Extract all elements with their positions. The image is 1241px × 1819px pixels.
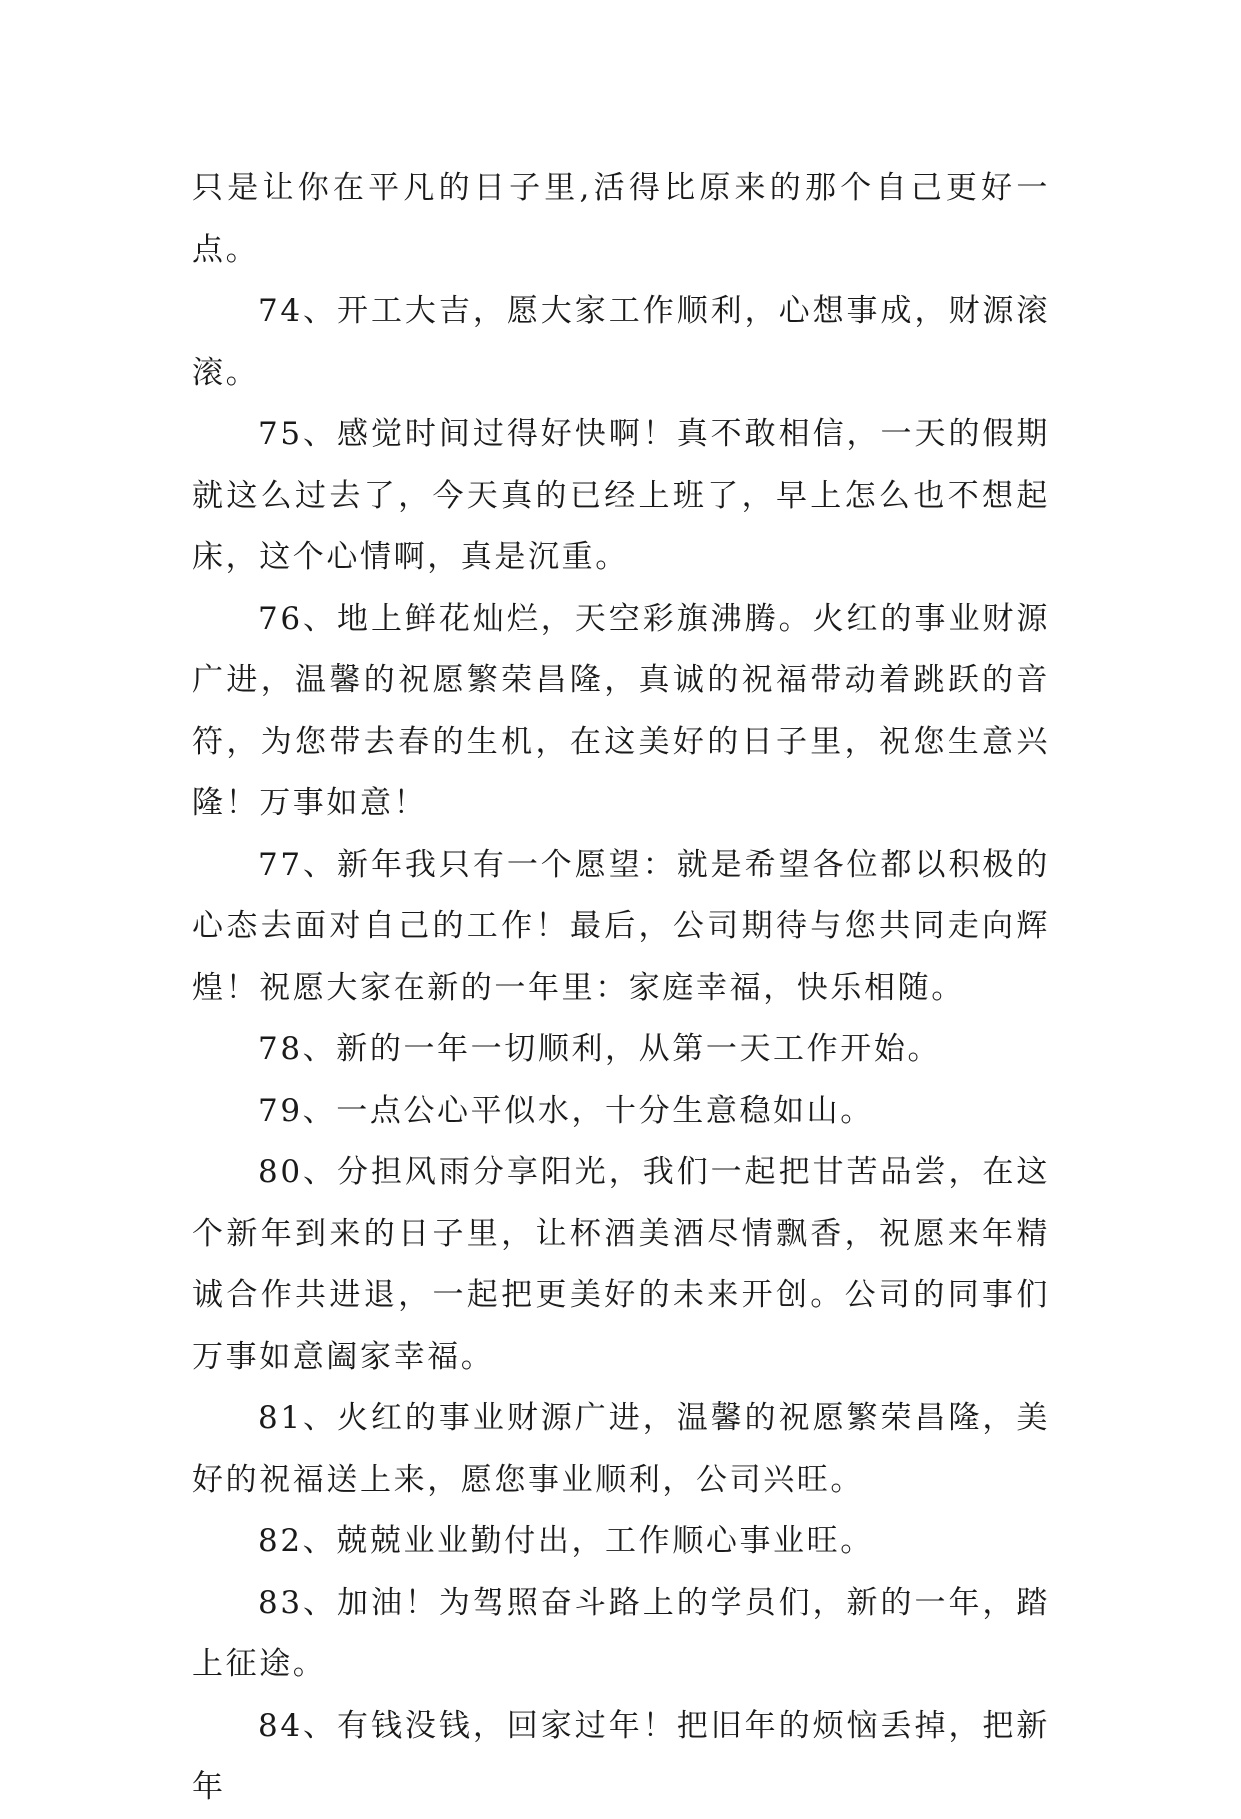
paragraph-75: 75、感觉时间过得好快啊！真不敢相信，一天的假期就这么过去了，今天真的已经上班了，早上怎么也不想起床，这个心情啊，真是沉重。 (192, 416, 1050, 575)
paragraph-82: 82、兢兢业业勤付出，工作顺心事业旺。 (258, 1523, 874, 1559)
paragraph-80: 80、分担风雨分享阳光，我们一起把甘苦品尝，在这个新年到来的日子里，让杯酒美酒尽情飘香，祝愿来年精诚合作共进退，一起把更美好的未来开创。公司的同事们万事如意阖家幸福。 (192, 1154, 1050, 1375)
paragraph-84: 84、有钱没钱，回家过年！把旧年的烦恼丢掉，把新年 (192, 1707, 1050, 1805)
paragraph-76: 76、地上鲜花灿烂，天空彩旗沸腾。火红的事业财源广进，温馨的祝愿繁荣昌隆，真诚的祝福带动着跳跃的音符，为您带去春的生机，在这美好的日子里，祝您生意兴隆！万事如意！ (192, 600, 1050, 821)
paragraph-74: 74、开工大吉，愿大家工作顺利，心想事成，财源滚滚。 (192, 293, 1050, 391)
paragraph-77: 77、新年我只有一个愿望：就是希望各位都以积极的心态去面对自己的工作！最后，公司期待与您共同走向辉煌！祝愿大家在新的一年里：家庭幸福，快乐相随。 (192, 846, 1050, 1006)
paragraph-continuation: 只是让你在平凡的日子里,活得比原来的那个自己更好一点。 (192, 170, 1050, 268)
document-body (192, 158, 1050, 1819)
paragraph-83: 83、加油！为驾照奋斗路上的学员们，新的一年，踏上征途。 (192, 1584, 1050, 1682)
paragraph-81: 81、火红的事业财源广进，温馨的祝愿繁荣昌隆，美好的祝福送上来，愿您事业顺利，公司兴旺。 (192, 1400, 1050, 1498)
paragraph-79: 79、一点公心平似水，十分生意稳如山。 (258, 1092, 874, 1129)
paragraph-78: 78、新的一年一切顺利，从第一天工作开始。 (258, 1031, 942, 1067)
